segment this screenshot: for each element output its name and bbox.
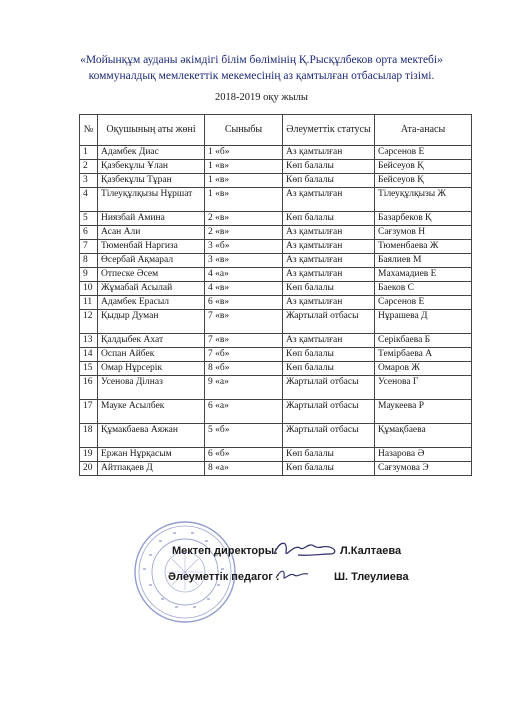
table-row	[80, 146, 472, 160]
row-number: 11	[80, 296, 98, 310]
social-status: Жартылай отбасы	[283, 310, 375, 334]
table-body	[80, 146, 472, 476]
student-class: 7 «б»	[205, 348, 283, 362]
student-name: Адамбек Ерасыл	[98, 296, 205, 310]
student-class: 6 «б»	[205, 448, 283, 462]
student-class: 7 «в»	[205, 334, 283, 348]
social-status: Аз қамтылған	[283, 254, 375, 268]
student-name: Қазбекұлы Ұлан	[98, 160, 205, 174]
student-class: 2 «в»	[205, 226, 283, 240]
table-row	[80, 268, 472, 282]
social-status: Аз қамтылған	[283, 188, 375, 212]
student-class: 7 «в»	[205, 310, 283, 334]
social-status: Аз қамтылған	[283, 146, 375, 160]
student-name: Қыдыр Думан	[98, 310, 205, 334]
social-status: Көп балалы	[283, 348, 375, 362]
parent-name: Баеков С	[375, 282, 472, 296]
parent-name: Сәрсенов Е	[375, 296, 472, 310]
parent-name: Тюменбаева Ж	[375, 240, 472, 254]
student-class: 4 «в»	[205, 282, 283, 296]
social-status: Көп балалы	[283, 282, 375, 296]
table-row	[80, 212, 472, 226]
students-table	[79, 114, 472, 476]
row-number: 16	[80, 376, 98, 400]
social-status: Көп балалы	[283, 212, 375, 226]
parent-name: Омаров Ж	[375, 362, 472, 376]
table-row	[80, 226, 472, 240]
row-number: 17	[80, 400, 98, 424]
academic-year: 2018-2019 оқу жылы	[215, 92, 308, 103]
student-name: Омар Нұрсерік	[98, 362, 205, 376]
student-name: Асан Али	[98, 226, 205, 240]
row-number: 18	[80, 424, 98, 448]
parent-name: Базарбеков Қ	[375, 212, 472, 226]
table-row	[80, 362, 472, 376]
social-status: Жартылай отбасы	[283, 424, 375, 448]
parent-name: Махамадиев Е	[375, 268, 472, 282]
student-class: 1 «в»	[205, 160, 283, 174]
row-number: 7	[80, 240, 98, 254]
table-row	[80, 240, 472, 254]
student-name: Айтпақаев Д	[98, 462, 205, 476]
row-number: 20	[80, 462, 98, 476]
table-row	[80, 462, 472, 476]
table-row	[80, 400, 472, 424]
row-number: 19	[80, 448, 98, 462]
table-header-row	[80, 115, 472, 146]
student-class: 1 «в»	[205, 174, 283, 188]
table-row	[80, 174, 472, 188]
header-social-status: Әлеуметтік статусы	[283, 115, 375, 146]
row-number: 8	[80, 254, 98, 268]
student-name: Мауке Асылбек	[98, 400, 205, 424]
row-number: 5	[80, 212, 98, 226]
parent-name: Сағзумова Э	[375, 462, 472, 476]
social-status: Аз қамтылған	[283, 296, 375, 310]
parent-name: Усенова Г	[375, 376, 472, 400]
social-status: Аз қамтылған	[283, 268, 375, 282]
table-row	[80, 254, 472, 268]
director-name: Л.Калтаева	[340, 545, 402, 557]
title-line-1: «Мойынқұм ауданы әкімдігі білім бөлімінің Қ.Рысқұлбеков орта мектебі»	[80, 54, 443, 66]
header-number: №	[80, 115, 98, 146]
student-class: 9 «а»	[205, 376, 283, 400]
social-status: Жартылай отбасы	[283, 400, 375, 424]
social-pedagogue-name: Ш. Тлеулиева	[334, 571, 409, 583]
student-name: Ниязбай Амина	[98, 212, 205, 226]
header-parents: Ата-анасы	[375, 115, 472, 146]
document-title	[0, 52, 523, 84]
parent-name: Нұрашева Д	[375, 310, 472, 334]
row-number: 14	[80, 348, 98, 362]
student-class: 8 «а»	[205, 462, 283, 476]
row-number: 1	[80, 146, 98, 160]
table-row	[80, 282, 472, 296]
parent-name: Маукеева Р	[375, 400, 472, 424]
student-name: Усенова Ділназ	[98, 376, 205, 400]
row-number: 4	[80, 188, 98, 212]
social-pedagogue-label: Әлеуметтік педагог :	[168, 571, 280, 583]
student-name: Қалдыбек Ахат	[98, 334, 205, 348]
student-class: 3 «в»	[205, 254, 283, 268]
student-name: Ержан Нұрқасым	[98, 448, 205, 462]
header-class: Сыныбы	[205, 115, 283, 146]
student-name: Тілеуқұлқызы Нұршат	[98, 188, 205, 212]
social-status: Аз қамтылған	[283, 240, 375, 254]
student-name: Құмакбаева Аяжан	[98, 424, 205, 448]
table-row	[80, 334, 472, 348]
parent-name: Баялиев М	[375, 254, 472, 268]
student-class: 2 «в»	[205, 212, 283, 226]
student-class: 6 «а»	[205, 400, 283, 424]
table-row	[80, 310, 472, 334]
table-row	[80, 188, 472, 212]
parent-name: Тілеуқұлқызы Ж	[375, 188, 472, 212]
social-status: Көп балалы	[283, 174, 375, 188]
table-row	[80, 376, 472, 400]
table-row	[80, 348, 472, 362]
director-label: Мектеп директоры:	[172, 545, 278, 557]
parent-name: Сәрсенов Е	[375, 146, 472, 160]
row-number: 15	[80, 362, 98, 376]
student-class: 3 «б»	[205, 240, 283, 254]
social-status: Көп балалы	[283, 448, 375, 462]
student-name: Оспан Айбек	[98, 348, 205, 362]
social-pedagogue-signature	[273, 566, 313, 584]
student-name: Адамбек Диас	[98, 146, 205, 160]
director-signature	[270, 536, 340, 562]
parent-name: Темірбаева А	[375, 348, 472, 362]
table-row	[80, 448, 472, 462]
row-number: 3	[80, 174, 98, 188]
student-class: 1 «в»	[205, 188, 283, 212]
parent-name: Бейсеуов Қ	[375, 160, 472, 174]
student-class: 1 «б»	[205, 146, 283, 160]
parent-name: Құмақбаева	[375, 424, 472, 448]
student-class: 8 «б»	[205, 362, 283, 376]
student-name: Өсербай Ақмарал	[98, 254, 205, 268]
row-number: 2	[80, 160, 98, 174]
table-row	[80, 296, 472, 310]
social-status: Көп балалы	[283, 160, 375, 174]
title-line-2: коммуналдық мемлекеттік мекемесінің аз қамтылған отбасылар тізімі.	[88, 70, 435, 82]
row-number: 6	[80, 226, 98, 240]
social-status: Жартылай отбасы	[283, 376, 375, 400]
parent-name: Сағзумов Н	[375, 226, 472, 240]
student-class: 4 «а»	[205, 268, 283, 282]
student-class: 6 «в»	[205, 296, 283, 310]
student-name: Отпеске Әсем	[98, 268, 205, 282]
table-row	[80, 160, 472, 174]
table-row	[80, 424, 472, 448]
row-number: 12	[80, 310, 98, 334]
parent-name: Серікбаева Б	[375, 334, 472, 348]
social-status: Көп балалы	[283, 462, 375, 476]
social-status: Аз қамтылған	[283, 226, 375, 240]
student-class: 5 «б»	[205, 424, 283, 448]
row-number: 13	[80, 334, 98, 348]
row-number: 10	[80, 282, 98, 296]
student-name: Тюменбай Наргиза	[98, 240, 205, 254]
social-status: Аз қамтылған	[283, 334, 375, 348]
student-name: Жұмабай Асылай	[98, 282, 205, 296]
social-status: Көп балалы	[283, 362, 375, 376]
parent-name: Назарова Ә	[375, 448, 472, 462]
student-name: Қазбекұлы Тұран	[98, 174, 205, 188]
header-student-name: Оқушының аты жөні	[98, 115, 205, 146]
row-number: 9	[80, 268, 98, 282]
parent-name: Бейсеуов Қ	[375, 174, 472, 188]
